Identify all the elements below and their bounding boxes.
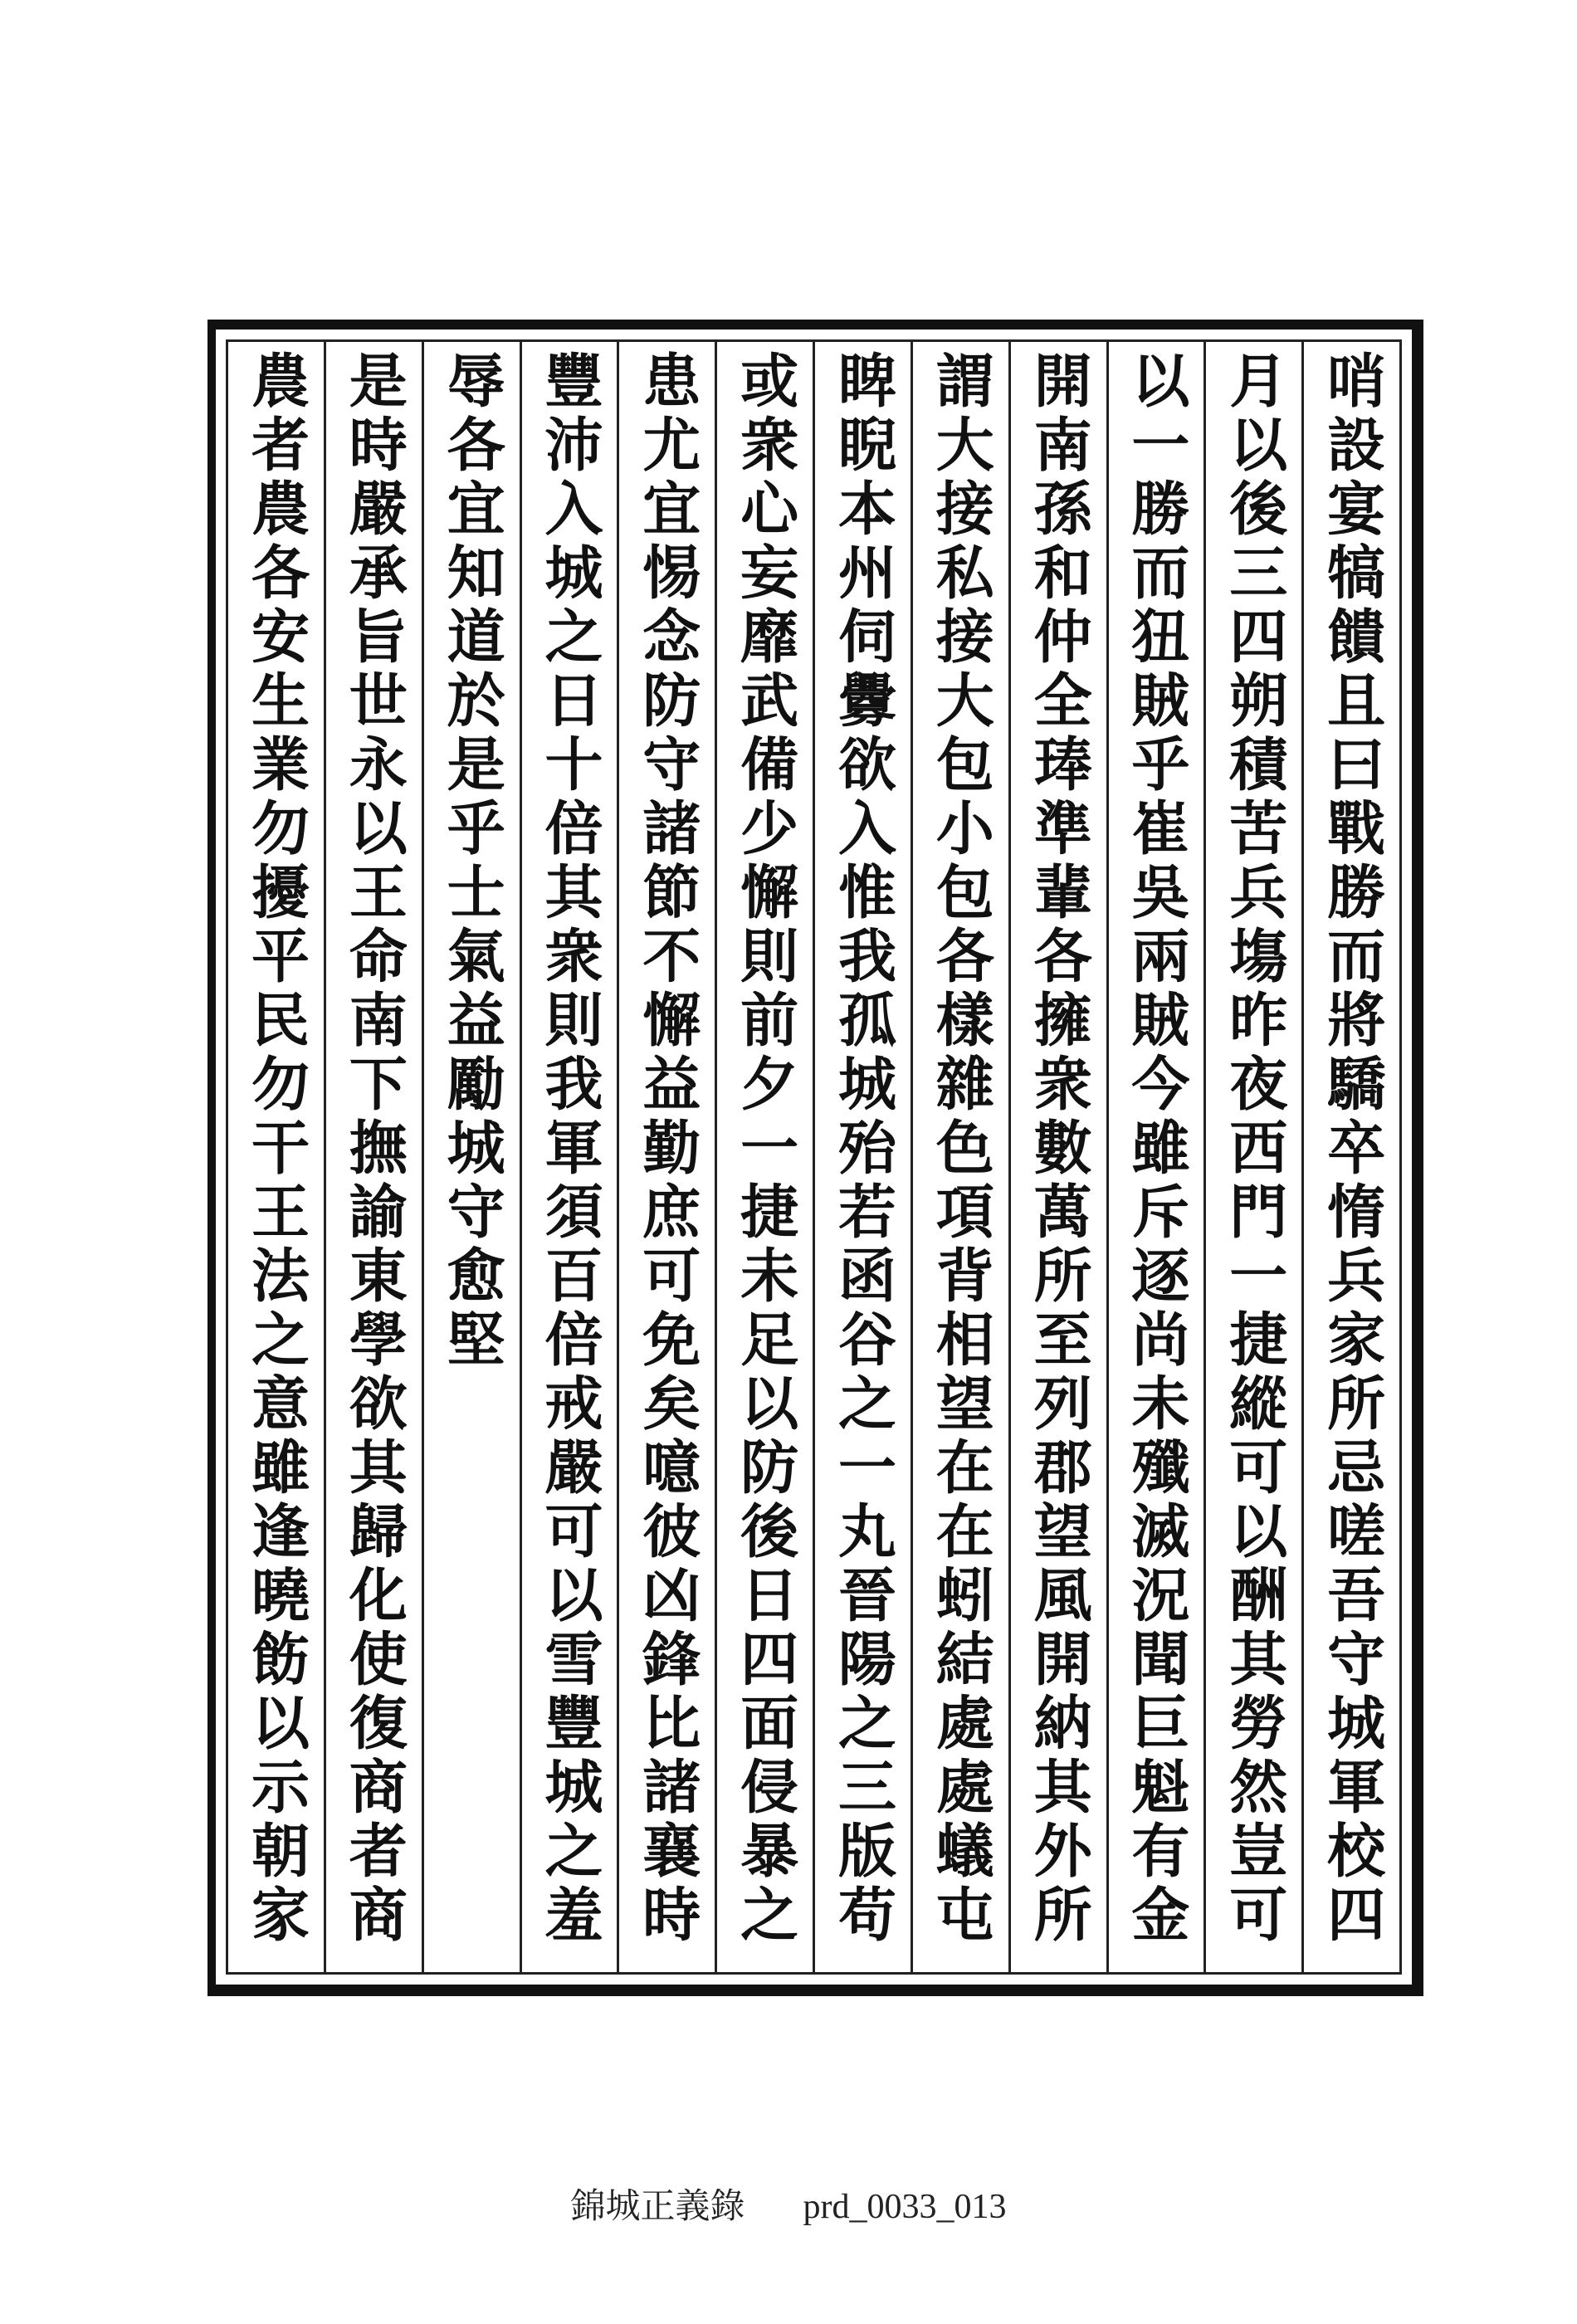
- text-column-10: [422, 342, 520, 1972]
- column-text: 開南孫和仲全琫準輩各擁衆數萬所至列郡望風開納其外所: [1024, 350, 1094, 1948]
- text-frame: [226, 339, 1402, 1975]
- column-text: 或衆心妄靡武備少懈則前夕一捷未足以防後日四面侵暴之: [730, 350, 800, 1948]
- text-columns: [228, 342, 1399, 1972]
- text-column-1: [1301, 342, 1399, 1972]
- column-text: 患尤宜惕念防守諸節不懈益勤庶可免矣噫彼凶鋒比諸襄時: [632, 350, 702, 1948]
- page-footer: [0, 2179, 1577, 2229]
- text-column-5: [911, 342, 1008, 1972]
- column-text: 是時嚴承旨世永以王命南下撫諭東學欲其歸化使復商者商: [339, 350, 409, 1948]
- text-column-8: [617, 342, 715, 1972]
- page-code: prd_0033_013: [803, 2188, 1007, 2226]
- page-frame: [208, 320, 1423, 1996]
- text-column-4: [1008, 342, 1106, 1972]
- text-column-3: [1106, 342, 1204, 1972]
- text-column-12: [228, 342, 324, 1972]
- book-title: 錦城正義錄: [570, 2185, 745, 2226]
- column-text: 哨設宴犒饋且曰戰勝而將驕卒惰兵家所忌嗟吾守城軍校四: [1317, 350, 1387, 1948]
- column-text: 農者農各安生業勿擾平民勿干王法之意雖逢曉飭以示朝家: [242, 350, 311, 1948]
- text-column-6: [813, 342, 911, 1972]
- column-text: 謂大接私接大包小包各樣雜色項背相望在在蚓結處處蟻屯: [926, 350, 996, 1948]
- column-text: 辱各宜知道於是乎士氣益勵城守愈堅: [437, 350, 507, 1373]
- text-column-11: [324, 342, 422, 1972]
- text-column-7: [715, 342, 813, 1972]
- column-text: 睥睨本州伺釁欲入惟我孤城殆若函谷之一丸晉陽之三版苟: [828, 350, 898, 1948]
- text-column-9: [520, 342, 618, 1972]
- column-text: 以一勝而狃賊乎崔吳兩賊今雖斥逐尚未殲滅況聞巨魁有金: [1121, 350, 1191, 1948]
- text-column-2: [1204, 342, 1301, 1972]
- column-text: 豐沛入城之日十倍其衆則我軍須百倍戒嚴可以雪豐城之羞: [535, 350, 604, 1948]
- column-text: 月以後三四朔積苦兵塲昨夜西門一捷縱可以酬其勞然豈可: [1219, 350, 1289, 1948]
